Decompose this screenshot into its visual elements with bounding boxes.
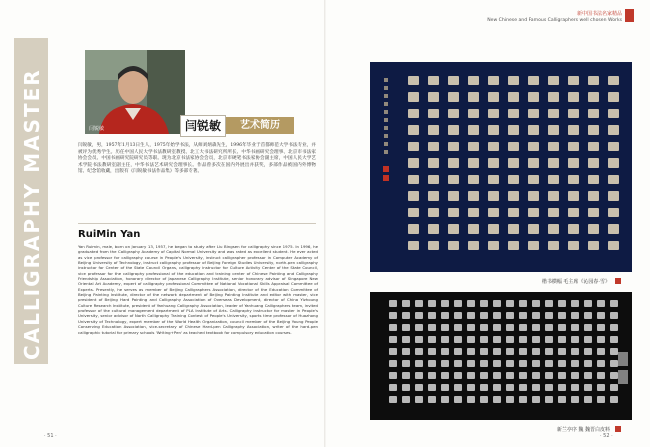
artist-name-cn: 闫锐敏 — [180, 115, 226, 137]
artwork-2 — [370, 292, 632, 420]
calligraphy-rubbing-2 — [370, 292, 632, 420]
portrait-image — [85, 50, 185, 134]
artwork-2-caption: 新兰亭序 魏 魏晋白皮料 — [556, 427, 610, 433]
bio-english: Yan Ruimin, male, born on January 13, 1957, he began to study after Liu Bingsen for calligraphy since 1975. In 1996, he graduated from the Calligraphy Academy of Capital Normal University and was rated as excellent student. He ever acted as vice professor for calligraphy course in People's University, instruct calligrapher professor in Computer Academy of Beijing University of Technology, instruct calligraphy professor of Beijing Foreign Studies University, north-pen calligraphy instructor for Center of the State Council Organs, calligraphy instructor for Culture Activity Center of the State Council, vice professor for the calligraphy professional of the education and training center of Chinese Painting and Calligraphy Friendship Association, honorary director of Japanese Calligraphy Institute, senior honorary advisor of Singapore New Oriental Art Academy, expert of calligraphy professional Committee of National Vocational Skills Appraisal Committee of Experts. Presently, he serves as member of Beijing Calligraphers Association, director of the Education Committee of Beijing Painting Institute, director of the network department of Beijing Painting Institute and editor with master, vice president of Beijing Hard Painting and Calligraphy Association of Overseas Development, director of China Yizhoung Culture Research Institute, president of Yanhuang Calligraphy Association, leader of Yanhuang Calligraphers team, invited professor of the cultural management department of PLA Institute of Arts. Calligraphy instructor for master in People's University, senior advisor of North Calligraphy Training Contest of People's University, sports time professor of Huazhong University of Technology, expert member of the World Health Organization, council member of the Beijing Young People Conserving Education Association, vice-secretary of Chinese Hard-pen Calligraphy Association, writer of the hard-pen calligraphic tutorial for primary schools 'Writing+Pen' as teached textbook for compulsory education courses. — [78, 244, 318, 335]
section-label: 艺术简历 — [226, 117, 294, 134]
calligraphy-master-title: CALLIGRAPHY MASTER — [20, 68, 44, 360]
caption-mark-2 — [615, 426, 621, 432]
series-title-en: New Chinese and Famous Calligraphers well chosen Works — [487, 18, 622, 23]
artist-name-en: RuiMin Yan — [78, 229, 141, 240]
divider — [78, 223, 316, 224]
page-number-right: · 52 · — [600, 433, 613, 439]
artist-portrait — [85, 50, 185, 134]
page-gutter — [324, 0, 326, 447]
bio-chinese: 闫锐敏，男，1957年1月13日生人，1975年始学书法，从师刘炳森先生，1996年毕业于首都师范大学书法专业，并被评为优秀学生。历任中国人民大学书法教研室教授、北工大书法研究所所长、中华书画研究会理事、北京市书法家协会会员、中国书画研究院研究员等职。现为北京书法家协会会员，北京市硬笔书法家协会副主席，中国人民大学艺术学院书法教研室副主任，中华书法艺术研究会理事长。作品曾多次在国内外展出并获奖，多部作品被国内外博物馆、纪念馆收藏，出版有《闫锐敏书法作品集》等多部专著。 — [78, 143, 316, 175]
series-title-cn: 新中国书法名家精品 — [576, 11, 622, 17]
artwork-1-caption: 楷书横幅 毛主席《沁园春·雪》 — [541, 279, 610, 285]
caption-mark-1 — [615, 278, 621, 284]
artwork-1 — [370, 62, 632, 272]
corner-mark — [625, 9, 634, 22]
calligraphy-scroll-1 — [370, 62, 632, 272]
page-number-left: · 51 · — [44, 433, 57, 439]
photo-caption: 闫锐敏 — [89, 126, 105, 132]
